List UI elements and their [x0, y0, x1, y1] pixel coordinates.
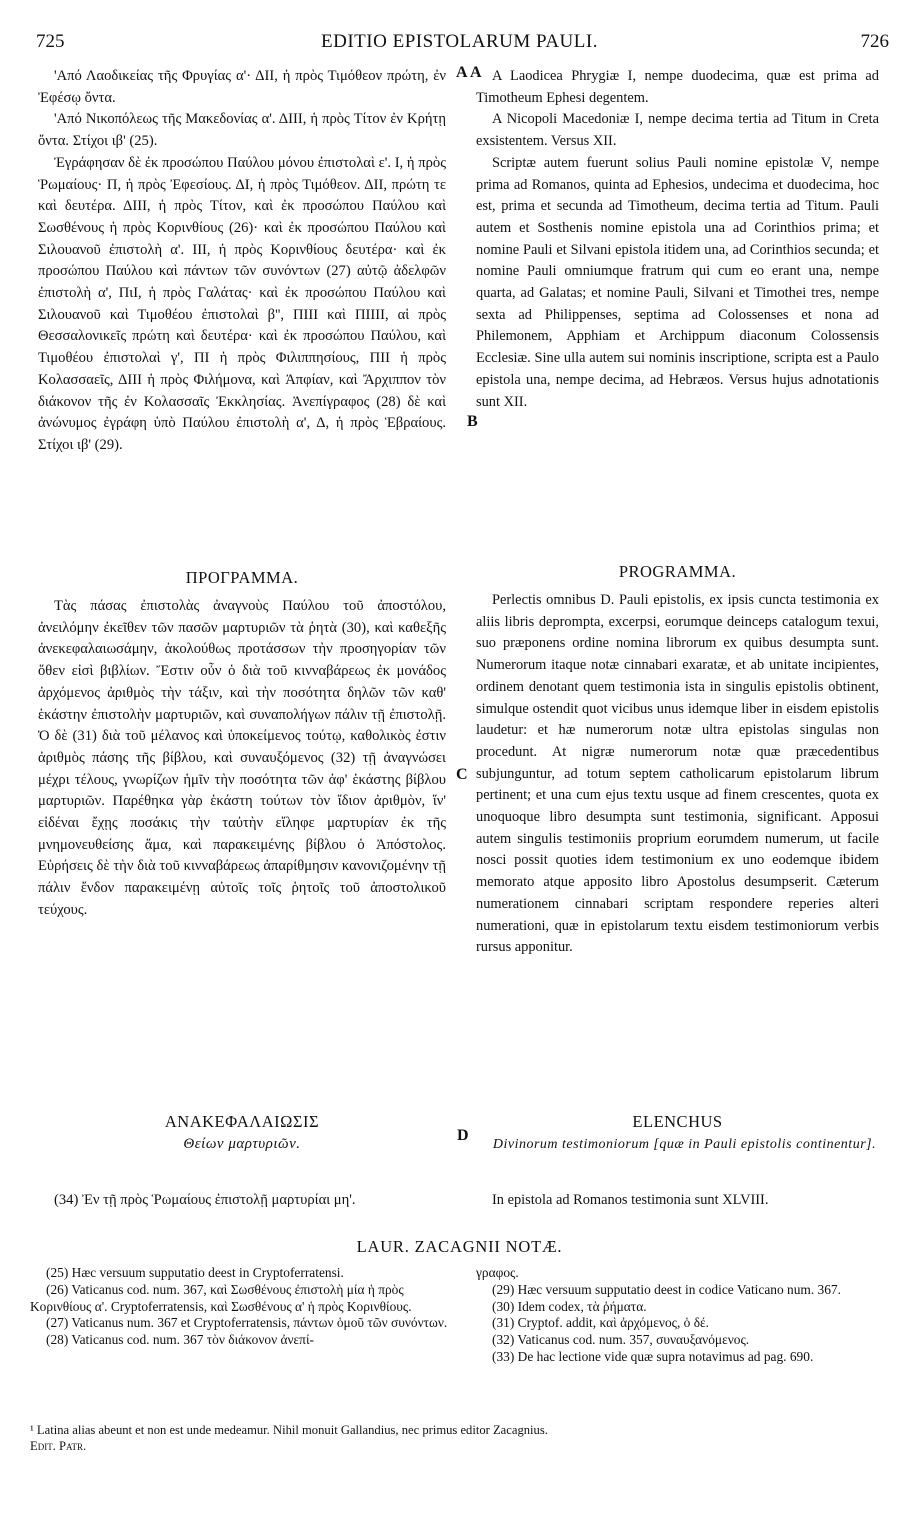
latin-final-line: [476, 1190, 879, 1212]
running-title: EDITIO EPISTOLARUM PAULI.: [321, 31, 598, 52]
footnote-text: ¹ Latina alias abeunt et non est unde medeamur. Nihil monuit Gallandius, nec primus editor Zacagnius.: [30, 1423, 548, 1437]
footnote-signature: Edit. Patr.: [30, 1439, 87, 1453]
note-33: (33) De hac lectione vide quæ supra notavimus ad pag. 690.: [492, 1348, 814, 1364]
note-27: (27) Vaticanus num. 367 et Cryptoferratensis, πάντων ὁμοῦ τῶν συνόντων.: [46, 1315, 448, 1331]
greek-romans-count: (34) Ἐν τῇ πρὸς Ῥωμαίους ἐπιστολῇ μαρτυρίαι μη'.: [54, 1192, 356, 1208]
latin-programma-text: Perlectis omnibus D. Pauli epistolis, ex ipsis cuncta testimonia ex aliis libris deprompta, excerpsi, eorumque deinceps catalogum texui, suo præponens ordine nomina librorum ex quibus desumpta sunt. Numerorum itaque notæ cinnabari exaratæ, et ab unitate incipientes, ordinem denotant quem testimonia ista in singulis epistolis obtinent, simulque ostendit quot vicibus unus idemque liber in eisdem epistolis laudetur: et hæ numerorum notæ ultra epistolas singulas non procedunt. At nigræ numerorum notæ quæ præcedentibus subjunguntur, ad totum septem catholicarum epistolarum librum pertinent; et una cum ejus textu usque ad finem crescentes, quota ex unoquoque libro desumpta sunt testimonia, significant. Apposui autem singulis testimoniis proprium eorumdem numerum, ut facile nosci possit quoties idem testimonium ex uno eodemque ibidem memorato atque apposito libro Apostolus desumpserit. Cæterum numerationem cinnabari scriptam respondere reperies alteri numerationi, quæ in epistolarum textu eisdem testimoniorum verbis rursus apponitur.: [476, 592, 879, 956]
anakephalaiosis-subheading: Θείων μαρτυριῶν.: [183, 1136, 301, 1152]
greek-final-line: [38, 1190, 446, 1212]
note-28-continued: γραφος.: [476, 1265, 519, 1280]
notes-heading: LAUR. ZACAGNII NOTÆ.: [356, 1237, 563, 1256]
greek-paragraph-3: Ἐγράφησαν δὲ ἐκ προσώπου Παύλου μόνου ἐπιστολαὶ ε'. Ι, ἡ πρὸς Ῥωμαίους· Π, ἡ πρὸς Ἐφεσίους. ΔΙ, ἡ πρὸς Τιμόθεον. ΔΙΙ, πρώτη τε καὶ δευτέρα. ΔΙΙΙ, ἡ πρὸς Τίτον, καὶ ἐκ προσώπου Παύλου καὶ Σωσθένους ἡ πρὸς Κορινθίους (26)· καὶ ἐκ προσώπου Παύλου καὶ Σιλουανοῦ ἐπιστολὴ α'. ΙΙΙ, ἡ πρὸς Κορινθίους δευτέρα· καὶ ἐκ προσώπου Παύλου καὶ πάντων τῶν συνόντων (27) αὐτῷ ἀδελφῶν ἐπιστολὴ α', ΠιΙ, ἡ πρὸς Γαλάτας· καὶ ἐκ προσώπου Παύλου καὶ Σιλουανοῦ καὶ Τιμοθέου ἐπιστολαὶ β'', ΠΙΙΙ καὶ ΠΙΙΙΙ, αἱ πρὸς Θεσσαλονικεῖς πρώτη καὶ δευτέρα· καὶ ἐκ προσώπου Παύλου, καὶ Τιμοθέου ἐπιστολαὶ γ', ΠΙ ἡ πρὸς Φιλιππησίους, ΠΙΙ ἡ πρὸς Κολασσαεῖς, ΔΙΙΙ ἡ πρὸς Φιλήμονα, καὶ Ἀπφίαν, καὶ Ἄρχιππον τὸν διάκονον τῆς ἐν Κολασσαῖς Ἐκκλησίας. Ἀνεπίγραφος (28) δὲ καὶ ἀνώνυμος ἐγράφη ὑπὸ Παύλου ἐπιστολὴ α', Δ, ἡ πρὸς Ἑβραίους. Στίχοι ιβ' (29).: [38, 154, 446, 453]
greek-programma-heading: ΠΡΟΓΡΑΜΜΑ.: [185, 568, 299, 587]
note-29: (29) Hæc versuum supputatio deest in codice Vaticano num. 367.: [492, 1281, 841, 1297]
greek-paragraph-1: 'Από Λαοδικείας τῆς Φρυγίας α'· ΔΙΙ, ἡ πρὸς Τιμόθεον πρώτη, ἐν Ἐφέσῳ ὄντα.: [38, 68, 446, 106]
greek-programma-body: [38, 596, 446, 922]
latin-column-top: [476, 66, 879, 413]
note-30: (30) Idem codex, τὰ ῥήματα.: [492, 1298, 647, 1314]
footnote: [30, 1422, 885, 1454]
elenchus-subheading: Divinorum testimoniorum [quæ in Pauli epistolis continentur].: [492, 1137, 877, 1152]
elenchus-heading: ELENCHUS: [632, 1112, 723, 1131]
note-28: (28) Vaticanus cod. num. 367 τὸν διάκονον ἀνεπί-: [46, 1332, 315, 1348]
margin-marker-b: B: [467, 413, 478, 430]
margin-marker-c: C: [456, 766, 468, 783]
note-26: (26) Vaticanus cod. num. 367, καὶ Σωσθένους ἐπιστολὴ μία ἡ πρὸς Κορινθίους α'. Cryptoferratensis, καὶ Σωσθένους α' ἡ πρὸς Κορινθίους.: [30, 1281, 412, 1314]
latin-paragraph-2: A Nicopoli Macedoniæ I, nempe decima tertia ad Titum in Creta exsistentem. Versus XII.: [476, 111, 879, 150]
margin-marker-d: D: [457, 1127, 469, 1144]
greek-column-top: [38, 66, 446, 457]
page-number-right: 726: [860, 31, 889, 52]
greek-paragraph-2: 'Από Νικοπόλεως τῆς Μακεδονίας α'. ΔΙΙΙ, ἡ πρὸς Τίτον ἐν Κρήτῃ ὄντα. Στίχοι ιβ' (25).: [38, 111, 446, 150]
note-31: (31) Cryptof. addit, καὶ ἀρχόμενος, ὁ δέ.: [492, 1315, 709, 1331]
page-number-left: 725: [36, 31, 65, 52]
notes-left-column: [30, 1265, 450, 1349]
note-32: (32) Vaticanus cod. num. 357, συναυξανόμενος.: [492, 1332, 750, 1348]
notes-right-column: [476, 1265, 883, 1366]
margin-marker-a-right: A: [470, 64, 482, 81]
latin-programma-heading: PROGRAMMA.: [618, 562, 737, 581]
margin-marker-a-left: A: [456, 64, 468, 81]
greek-programma-text: Τὰς πάσας ἐπιστολὰς ἀναγνοὺς Παύλου τοῦ ἀποστόλου, ἀνειλόμην ἐκεῖθεν τῶν πασῶν μαρτυριῶν τὰ ῥητὰ (30), καὶ καθεξῆς ἀνεκεφαλαιωσάμην, ἀκολούθως προτάσσων τὴν προσηγορίαν τῶν ὅθεν εἰσὶ βιβλίων. Ἔστιν οὖν ὁ διὰ τοῦ κινναβάρεως ἐκ μονάδος ἀρχόμενος ἀριθμὸς τὴν τάξιν, καὶ τὴν ποσότητα δηλῶν τῶν καθ' ἑκάστην ἐπιστολὴν μαρτυριῶν, καὶ συναπολήγων πάλιν τῇ ἐπιστολῇ. Ὁ δὲ (31) διὰ τοῦ μέλανος καὶ ὑποκείμενος τούτῳ, καθολικὸς ἐστιν ἀριθμὸς πάσης τῆς βίβλου, καὶ συναυξόμενος (32) τῇ ἀναγνώσει μέχρι τέλους, γνωρίζων ἡμῖν τὴν ποσότητα τῶν ἀφ' ἑκάστης βίβλου μαρτυριῶν. Παρέθηκα γὰρ ἑκάστη τούτων τὸν ἴδιον ἀριθμὸν, ἵν' εἰδέναι ἔχῃς ποσάκις τὴν ταὐτὴν εἴληφε μαρτυρίαν ἐκ τῆς μνημονευθείσης ἅμα, καὶ παρακειμένης βίβλου ὁ Ἀπόστολος. Εὑρήσεις δὲ τὴν διὰ τοῦ κινναβάρεως ἀπαρίθμησιν κανονιζομένην τῇ πάλιν ἔνδον παρακειμένῃ αὐτοῖς τοῖς ῥητοῖς τοῦ ἀποστολικοῦ τεύχους.: [38, 598, 446, 918]
latin-paragraph-1: A Laodicea Phrygiæ I, nempe duodecima, quæ est prima ad Timotheum Ephesi degentem.: [476, 68, 879, 106]
latin-romans-count: In epistola ad Romanos testimonia sunt XLVIII.: [492, 1192, 769, 1208]
latin-paragraph-3: Scriptæ autem fuerunt solius Pauli nomine epistolæ V, nempe prima ad Romanos, quinta ad Ephesios, undecima et duodecima, hoc est, prima et secunda ad Timotheum, decima tertia ad Titum. Pauli autem et Sosthenis nomine epistola una ad Corinthios prima; et nomine Pauli et Silvani epistola itidem una, ad Corinthios secunda; et nomine Pauli omniumque fratrum qui cum eo erant una, nempe quarta, ad Galatas; et nomine Pauli, Silvani et Timothei tres, nempe sexta ad Philippenses, septima ad Colossenses et nona ad Philemonem, Apphiam et Archippum diaconum Colossensis Ecclesiæ. Sine ulla autem sui nominis inscriptione, scripta est a Paulo epistola una, nempe decima, ad Hebræos. Versus hujus adnotationis sunt XII.: [476, 154, 879, 410]
note-25: (25) Hæc versuum supputatio deest in Cryptoferratensi.: [46, 1265, 344, 1280]
anakephalaiosis-heading: ΑΝΑΚΕΦΑΛΑΙΩΣΙΣ: [164, 1112, 320, 1131]
latin-programma-body: [476, 590, 879, 959]
